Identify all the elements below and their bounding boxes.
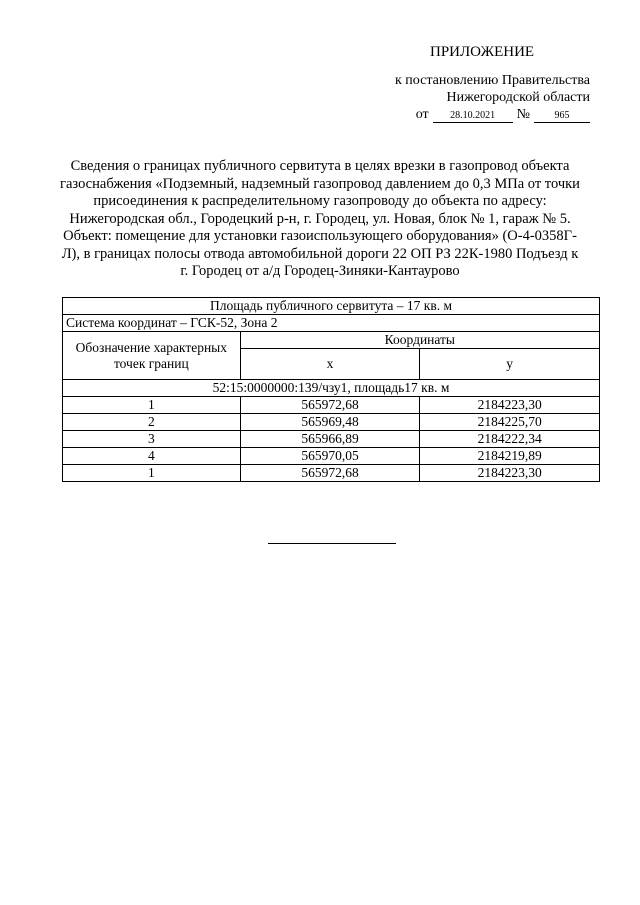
cell-x: 565972,68 <box>240 397 420 414</box>
decree-number: 965 <box>534 110 590 123</box>
area-row <box>63 298 600 315</box>
decree-line-1: к постановлению Правительства <box>394 73 590 88</box>
cell-point: 4 <box>63 448 241 465</box>
coordinates-table <box>62 297 600 482</box>
header-row <box>63 332 600 349</box>
cell-x: 565970,05 <box>240 448 420 465</box>
cell-point: 3 <box>63 431 241 448</box>
table-row <box>63 465 600 482</box>
coord-system-row <box>63 315 600 332</box>
cell-y: 2184223,30 <box>420 465 600 482</box>
table-row <box>63 431 600 448</box>
decree-line-2: Нижегородской области <box>446 90 590 105</box>
closing-rule <box>268 543 396 544</box>
decree-date-row <box>330 106 590 123</box>
table-row <box>63 414 600 431</box>
cell-x: 565972,68 <box>240 465 420 482</box>
col-coords-header: Координаты <box>240 332 599 349</box>
table-row <box>63 448 600 465</box>
decree-date: 28.10.2021 <box>433 110 513 123</box>
area-title: Площадь публичного сервитута – 17 кв. м <box>63 298 600 315</box>
cell-x: 565966,89 <box>240 431 420 448</box>
cell-point: 1 <box>63 465 241 482</box>
cell-point: 1 <box>63 397 241 414</box>
cell-y: 2184219,89 <box>420 448 600 465</box>
from-label: от <box>415 107 429 122</box>
col-x-header: x <box>240 349 420 380</box>
col-point-header: Обозначение характерных точек границ <box>63 332 241 380</box>
decree-reference <box>330 72 590 123</box>
cell-y: 2184225,70 <box>420 414 600 431</box>
parcel-row <box>63 380 600 397</box>
cell-point: 2 <box>63 414 241 431</box>
parcel-label: 52:15:0000000:139/чзу1, площадь17 кв. м <box>63 380 600 397</box>
coord-system: Система координат – ГСК-52, Зона 2 <box>63 315 600 332</box>
cell-y: 2184223,30 <box>420 397 600 414</box>
appendix-title: ПРИЛОЖЕНИЕ <box>430 44 535 60</box>
col-y-header: y <box>420 349 600 380</box>
cell-y: 2184222,34 <box>420 431 600 448</box>
number-label: № <box>516 107 530 122</box>
cell-x: 565969,48 <box>240 414 420 431</box>
intro-paragraph: Сведения о границах публичного сервитута в целях врезки в газопровод объекта газоснабжения «Подземный, надземный газопровод давлением до 0,3 МПа от точки присоединения к распределительному газопроводу до объекта по адресу: Нижегородская обл., Городецкий р-н, г. Городец, ул. Новая, блок № 1, гараж № 5. Объект: помещение для установки газоиспользующего оборудования» (О-4-0358Г-Л), в границах полосы отвода автомобильной дороги 22 ОП РЗ 22К-1980 Подъезд к г. Городец от а/д Городец-Зиняки-Кантаурово <box>60 158 580 279</box>
table-row <box>63 397 600 414</box>
